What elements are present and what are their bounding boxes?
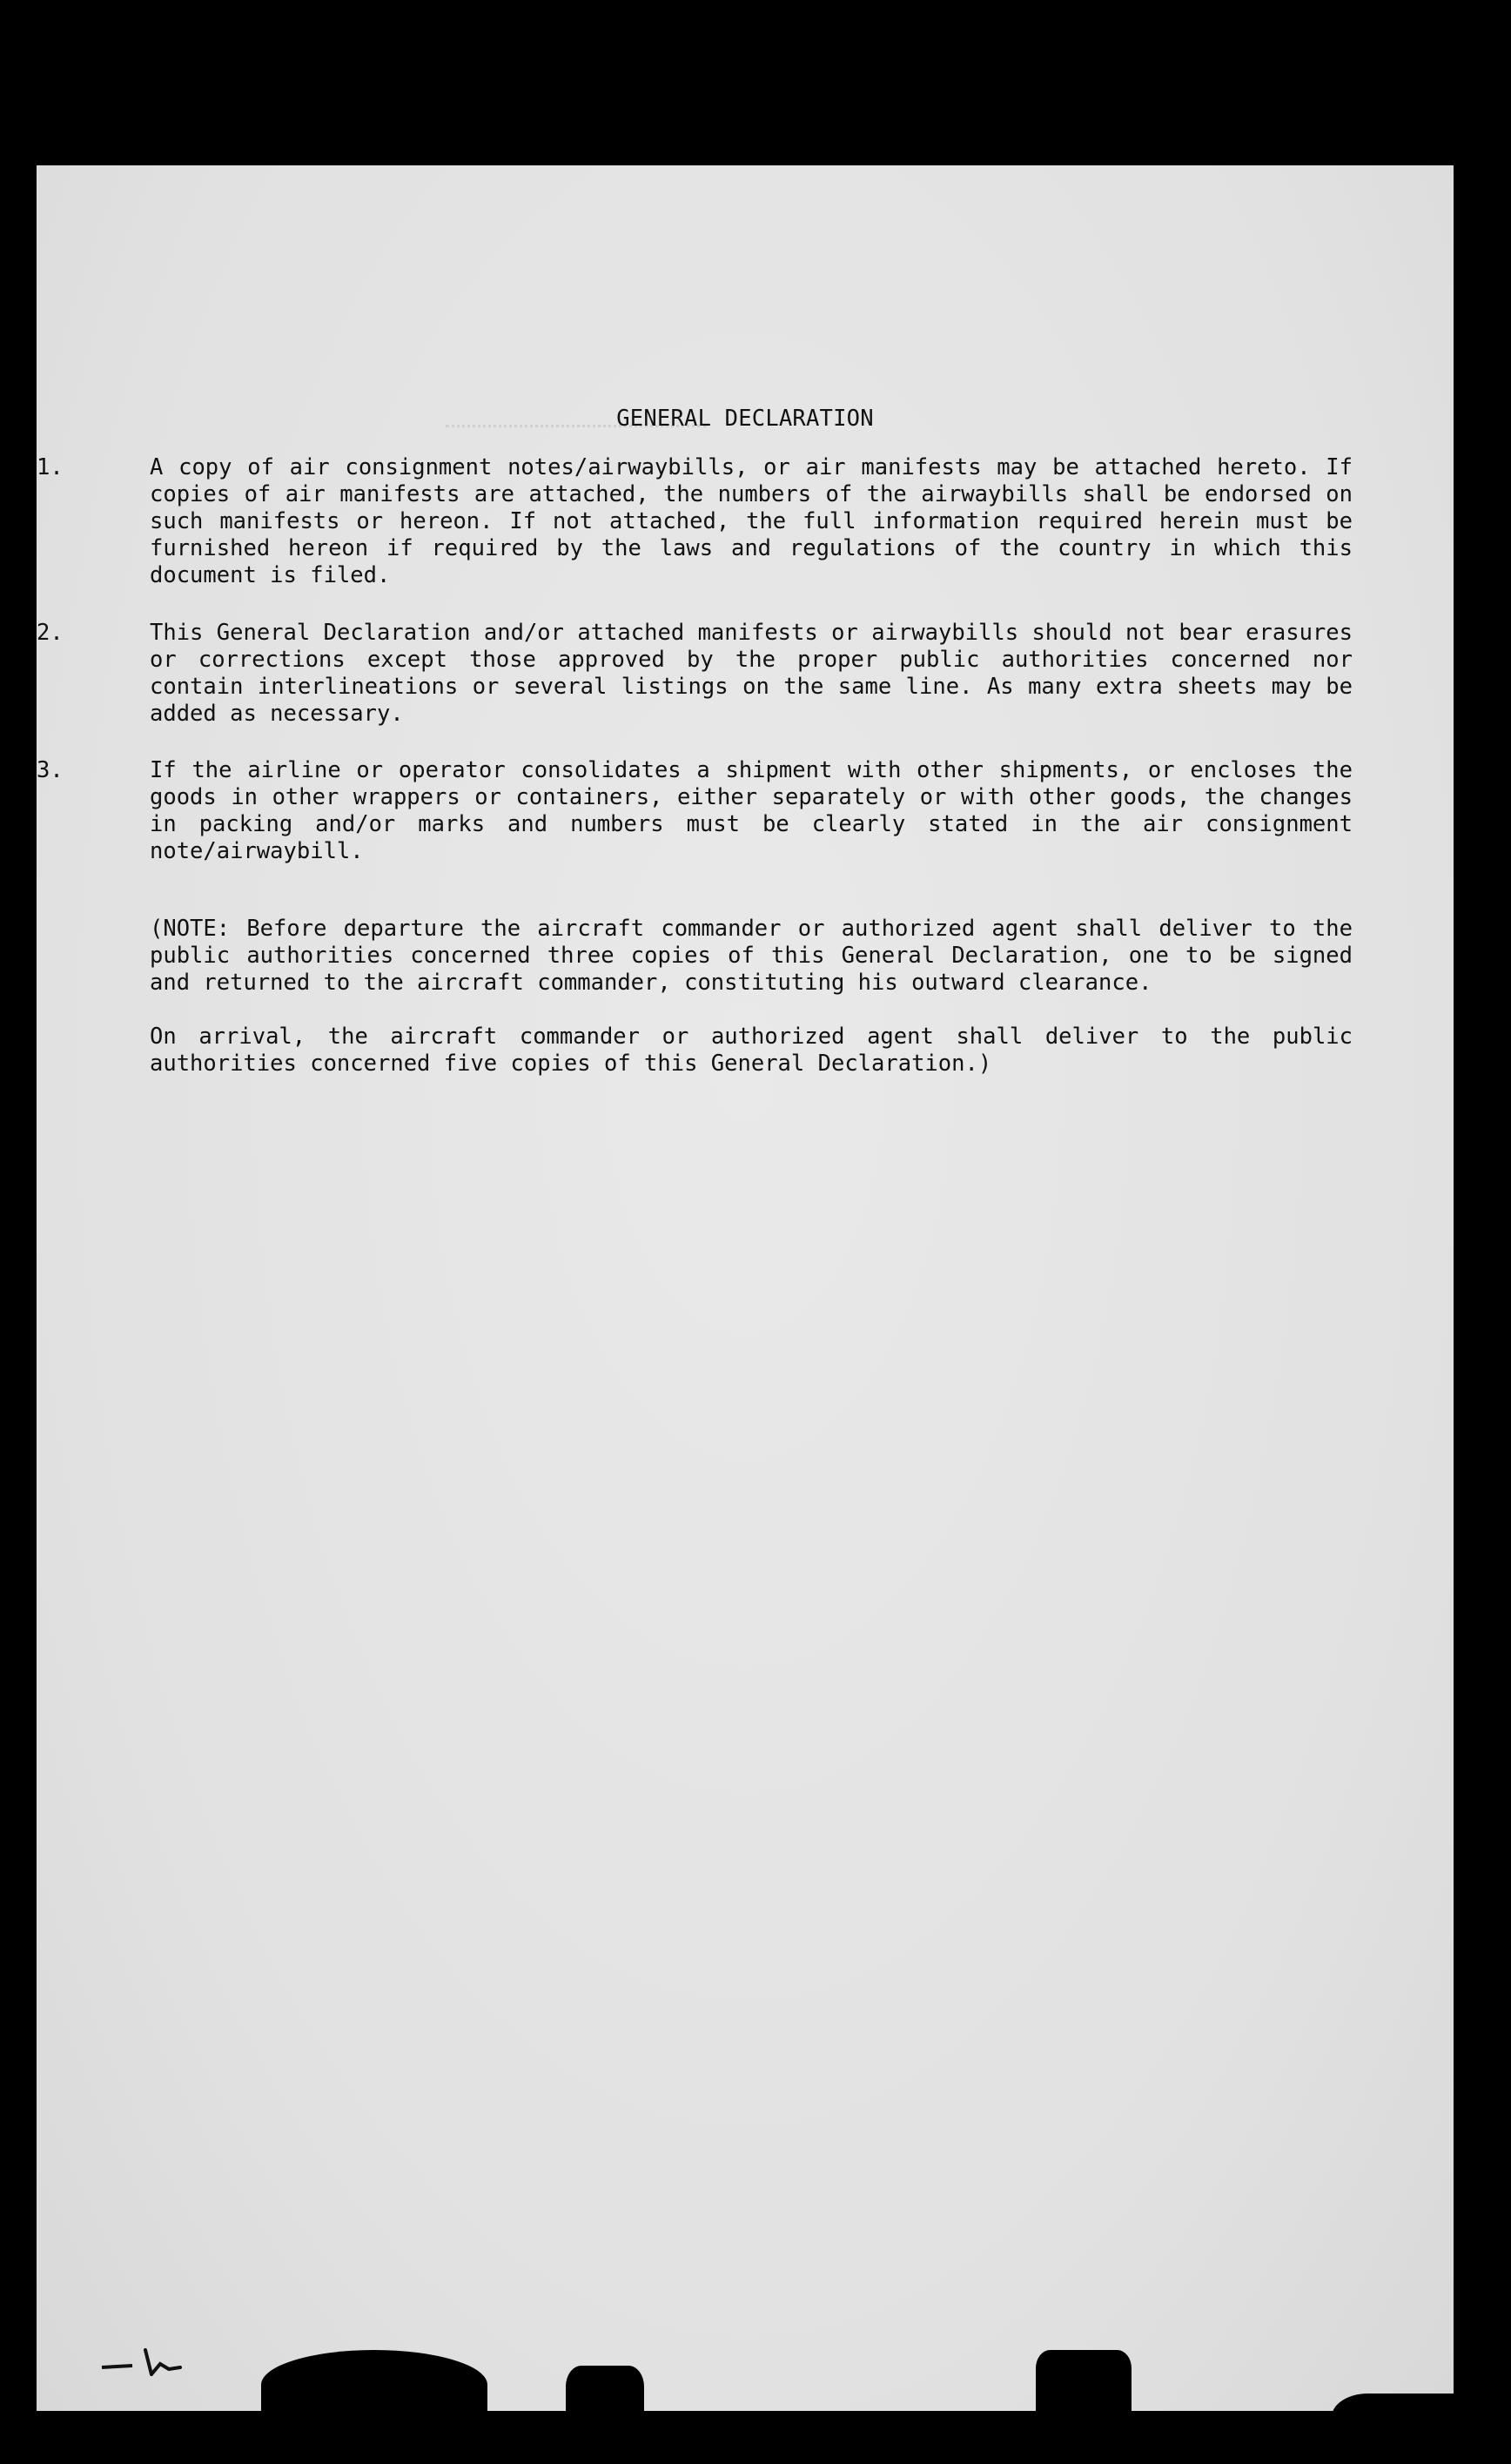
- item-text: A copy of air consignment notes/airwaybills, or air manifests may be attached hereto. If copies of air manifests are attached, the numbers of the airwaybills shall be endorsed on such manifests or hereon. If not attached, the full information required herein must be furnished hereon if required by the laws and regulations of the country in which this document is filed.: [150, 454, 1353, 588]
- item-number: 3.: [37, 757, 64, 783]
- torn-edge: [1332, 2394, 1454, 2464]
- list-item: [37, 757, 1353, 865]
- handwritten-mark: [97, 2333, 219, 2385]
- item-number: 1.: [37, 454, 64, 480]
- torn-edge: [261, 2350, 487, 2420]
- document-title: GENERAL DECLARATION: [616, 406, 874, 432]
- item-number: 2.: [37, 620, 64, 646]
- torn-edge: [566, 2366, 644, 2464]
- list-item: [37, 454, 1353, 589]
- item-text: If the airline or operator consolidates a shipment with other shipments, or encloses the goods in other wrappers or containers, either separately or with other goods, the changes in packing and/or marks and numbers must be clearly stated in the air consignment note/airwaybill.: [150, 757, 1353, 864]
- note-departure: (NOTE: Before departure the aircraft commander or authorized agent shall deliver to the public authorities concerned three copies of this General Declaration, one to be signed and returned to the aircraft commander, constituting his outward clearance.: [150, 916, 1353, 996]
- paper-sheet: [37, 165, 1454, 2411]
- list-item: [37, 620, 1353, 728]
- torn-edge: [1036, 2350, 1132, 2464]
- item-text: This General Declaration and/or attached manifests or airwaybills should not bear erasures or corrections except those approved by the proper public authorities concerned nor contain interlineations or several listings on the same line. As many extra sheets may be added as necessary.: [150, 620, 1353, 727]
- note-arrival: On arrival, the aircraft commander or authorized agent shall deliver to the public authorities concerned five copies of this General Declaration.): [150, 1024, 1353, 1077]
